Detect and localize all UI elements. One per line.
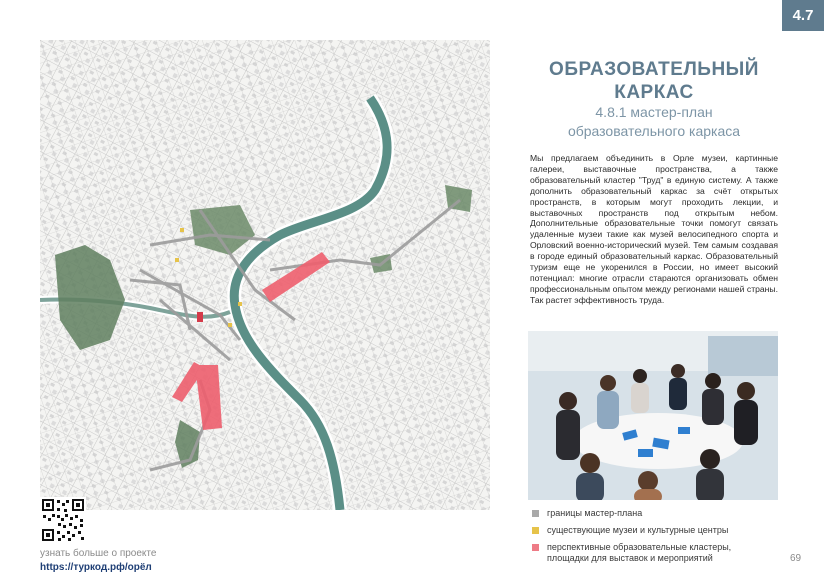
legend-label: существующие музеи и культурные центры xyxy=(547,525,729,535)
project-link[interactable]: https://туркод.рф/орёл xyxy=(40,562,152,573)
map-legend xyxy=(532,508,782,570)
legend-item-clusters xyxy=(532,542,782,564)
legend-label: перспективные образовательные кластеры, xyxy=(547,542,732,552)
workshop-photo xyxy=(528,331,778,500)
page-title xyxy=(508,58,800,104)
page-number: 69 xyxy=(790,553,802,564)
legend-swatch-pink xyxy=(532,544,539,551)
learn-more-label: узнать больше о проекте xyxy=(40,548,157,559)
legend-item-boundaries xyxy=(532,508,782,519)
section-badge: 4.7 xyxy=(782,0,824,31)
page-subtitle xyxy=(508,103,800,141)
legend-swatch-yellow xyxy=(532,527,539,534)
subtitle-line-1: 4.8.1 мастер-план xyxy=(595,104,713,120)
legend-item-museums xyxy=(532,525,782,536)
legend-label: границы мастер-плана xyxy=(547,508,643,518)
master-plan-map xyxy=(40,40,490,510)
title-line-1: ОБРАЗОВАТЕЛЬНЫЙ xyxy=(549,59,759,80)
subtitle-line-2: образовательного каркаса xyxy=(567,123,741,139)
qr-code-icon[interactable] xyxy=(40,497,86,543)
description-paragraph: Мы предлагаем объединить в Орле музеи, картинные галереи, выставочные пространства, а также образовательный кластер "Труд" в единую систему. А также дополнить образовательный каркас за счёт открытых пространств, в которым могут проходить лекции, и выставочных пространств под открытым небом. Дополнительные образовательные точки помогут связать удаленные музеи такие как музей велосипедного спорта и Орловский военно-исторический музей. Тем самым создавая в городе единый образовательный каркас. Образовательный туризм еще не укоренился в России, но имеет высокий потенциал: многие отрасли стараются организовать обмен профессиональным опытом между регионами нашей страны. Так растет эффективность труда. xyxy=(530,153,778,305)
legend-label-continued: площадки для выставок и мероприятий xyxy=(547,553,713,563)
legend-swatch-grey xyxy=(532,510,539,517)
title-line-2: КАРКАС xyxy=(614,82,694,103)
